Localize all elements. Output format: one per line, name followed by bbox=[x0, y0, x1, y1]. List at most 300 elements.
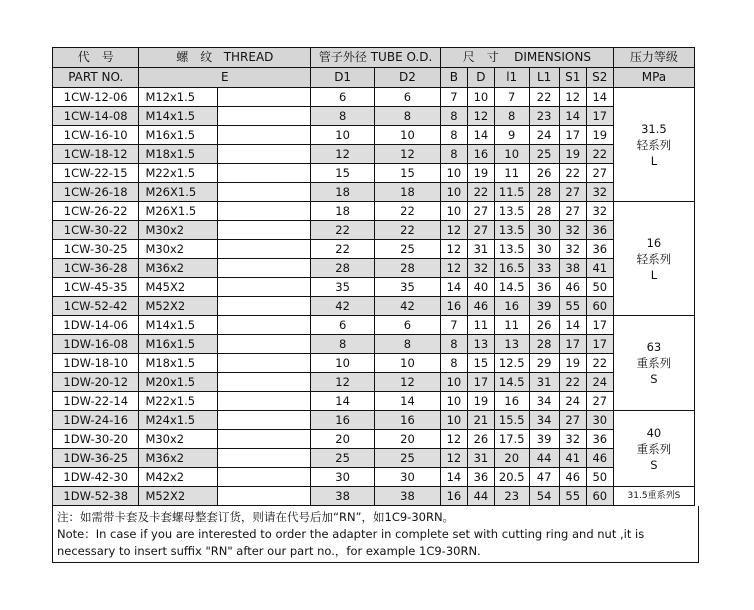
d2-cell: 18 bbox=[375, 183, 441, 202]
s2-cell: 27 bbox=[586, 164, 613, 183]
dimensions-header bbox=[440, 48, 613, 68]
part-no-cell: 1CW-52-42 bbox=[53, 297, 139, 316]
pressure-rating-cell bbox=[613, 487, 694, 506]
l1-lower-cell: 15.5 bbox=[494, 411, 529, 430]
b-cell: 16 bbox=[440, 297, 467, 316]
d2-cell: 28 bbox=[375, 259, 441, 278]
l1-lower-cell: 12.5 bbox=[494, 354, 529, 373]
d1-cell: 10 bbox=[311, 126, 375, 145]
thread-spacer-cell bbox=[218, 88, 311, 107]
d2-cell: 6 bbox=[375, 88, 441, 107]
d1-cell: 6 bbox=[311, 88, 375, 107]
table-row bbox=[53, 240, 695, 259]
l1-upper-cell: 24 bbox=[529, 126, 559, 145]
d-cell: 13 bbox=[467, 335, 494, 354]
d1-cell: 22 bbox=[311, 240, 375, 259]
d-cell: 31 bbox=[467, 449, 494, 468]
part-no-cell: 1DW-14-06 bbox=[53, 316, 139, 335]
s1-cell: 14 bbox=[559, 316, 586, 335]
d2-cell: 25 bbox=[375, 240, 441, 259]
s2-cell: 17 bbox=[586, 316, 613, 335]
l1-lower-cell: 7 bbox=[494, 88, 529, 107]
d-cell: 21 bbox=[467, 411, 494, 430]
s1-cell: 46 bbox=[559, 468, 586, 487]
b-cell: 16 bbox=[440, 487, 467, 506]
order-note-cn: 注：如需带卡套及卡套螺母整套订货，则请在代号后加“RN”，如1C9-30RN。 bbox=[57, 510, 455, 524]
series-label-cn: 重系列 bbox=[636, 356, 672, 370]
l1-upper-cell: 25 bbox=[529, 145, 559, 164]
l1-lower-cell: 23 bbox=[494, 487, 529, 506]
l1-upper-cell: 22 bbox=[529, 88, 559, 107]
s2-cell: 19 bbox=[586, 126, 613, 145]
part-no-cell: 1DW-42-30 bbox=[53, 468, 139, 487]
s2-cell: 14 bbox=[586, 88, 613, 107]
d2-cell: 42 bbox=[375, 297, 441, 316]
table-row bbox=[53, 221, 695, 240]
b-cell: 10 bbox=[440, 373, 467, 392]
l1-upper-cell: 36 bbox=[529, 278, 559, 297]
thread-spacer-cell bbox=[218, 221, 311, 240]
thread-spacer-cell bbox=[218, 164, 311, 183]
table-row bbox=[53, 411, 695, 430]
thread-cell: M52X2 bbox=[139, 297, 218, 316]
part-no-cell: 1CW-36-28 bbox=[53, 259, 139, 278]
thread-cell: M36x2 bbox=[139, 449, 218, 468]
s2-cell: 22 bbox=[586, 145, 613, 164]
thread-cell: M22x1.5 bbox=[139, 392, 218, 411]
b-cell: 8 bbox=[440, 335, 467, 354]
part-no-cell: 1CW-16-10 bbox=[53, 126, 139, 145]
l1-upper-cell: 28 bbox=[529, 335, 559, 354]
s1-cell: 41 bbox=[559, 449, 586, 468]
thread-cell: M16x1.5 bbox=[139, 126, 218, 145]
part-no-cell: 1DW-20-12 bbox=[53, 373, 139, 392]
s1-cell: 17 bbox=[559, 335, 586, 354]
d-cell: 11 bbox=[467, 316, 494, 335]
pressure-rating-cell bbox=[613, 88, 694, 202]
s1-header: S1 bbox=[559, 68, 586, 88]
l1-lower-cell: 16 bbox=[494, 392, 529, 411]
thread-cell: M16x1.5 bbox=[139, 335, 218, 354]
thread-cell: M20x1.5 bbox=[139, 373, 218, 392]
part-no-cell: 1DW-18-10 bbox=[53, 354, 139, 373]
thread-cell: M24x1.5 bbox=[139, 411, 218, 430]
l1-upper-cell: 28 bbox=[529, 183, 559, 202]
s1-cell: 32 bbox=[559, 221, 586, 240]
d1-cell: 28 bbox=[311, 259, 375, 278]
dimensions-header-en: DIMENSIONS bbox=[514, 50, 591, 64]
l1-upper-cell: 31 bbox=[529, 373, 559, 392]
d2-cell: 22 bbox=[375, 202, 441, 221]
pressure-value: 16 bbox=[646, 235, 662, 250]
l1-upper-cell: 26 bbox=[529, 316, 559, 335]
b-cell: 12 bbox=[440, 430, 467, 449]
order-note-en: Note：In case if you are interested to order the adapter in complete set with cutting ring and nut ,it is necessary to insert suffix "RN" after our part no.，for example 1C9-30RN. bbox=[57, 527, 645, 558]
part-no-cell: 1CW-26-22 bbox=[53, 202, 139, 221]
l1-lower-cell: 17.5 bbox=[494, 430, 529, 449]
thread-cell: M52X2 bbox=[139, 487, 218, 506]
table-row bbox=[53, 468, 695, 487]
d-cell: 14 bbox=[467, 126, 494, 145]
series-label-cn: 轻系列 bbox=[636, 251, 672, 266]
d2-cell: 20 bbox=[375, 430, 441, 449]
pressure-value: 31.5 bbox=[641, 121, 667, 136]
table-row bbox=[53, 373, 695, 392]
d1-cell: 14 bbox=[311, 392, 375, 411]
series-code: S bbox=[650, 372, 658, 386]
table-row bbox=[53, 164, 695, 183]
s2-cell: 30 bbox=[586, 411, 613, 430]
d1-cell: 6 bbox=[311, 316, 375, 335]
dimensions-header-cn: 尺 寸 bbox=[462, 50, 499, 64]
l1-upper-cell: 34 bbox=[529, 392, 559, 411]
d1-cell: 16 bbox=[311, 411, 375, 430]
d-cell: 27 bbox=[467, 221, 494, 240]
l1-upper-cell: 26 bbox=[529, 164, 559, 183]
table-row bbox=[53, 335, 695, 354]
d-cell: 31 bbox=[467, 240, 494, 259]
d-cell: 36 bbox=[467, 468, 494, 487]
b-cell: 8 bbox=[440, 354, 467, 373]
b-cell: 8 bbox=[440, 145, 467, 164]
d-cell: 15 bbox=[467, 354, 494, 373]
s1-cell: 19 bbox=[559, 354, 586, 373]
s2-cell: 36 bbox=[586, 240, 613, 259]
s1-cell: 38 bbox=[559, 259, 586, 278]
thread-cell: M30x2 bbox=[139, 240, 218, 259]
l1-upper-cell: 33 bbox=[529, 259, 559, 278]
s1-cell: 27 bbox=[559, 411, 586, 430]
thread-cell: M14x1.5 bbox=[139, 107, 218, 126]
s1-cell: 32 bbox=[559, 240, 586, 259]
s2-cell: 32 bbox=[586, 183, 613, 202]
e-header: E bbox=[139, 68, 311, 88]
l1-upper-cell: 30 bbox=[529, 221, 559, 240]
thread-spacer-cell bbox=[218, 468, 311, 487]
b-cell: 14 bbox=[440, 278, 467, 297]
d2-cell: 10 bbox=[375, 126, 441, 145]
b-cell: 8 bbox=[440, 126, 467, 145]
l1-lower-cell: 8 bbox=[494, 107, 529, 126]
table-row bbox=[53, 259, 695, 278]
l1-upper-cell: 47 bbox=[529, 468, 559, 487]
s1-cell: 32 bbox=[559, 430, 586, 449]
thread-spacer-cell bbox=[218, 278, 311, 297]
d2-cell: 15 bbox=[375, 164, 441, 183]
order-note bbox=[52, 506, 699, 563]
d1-cell: 18 bbox=[311, 183, 375, 202]
thread-spacer-cell bbox=[218, 449, 311, 468]
l1-lower-cell: 11.5 bbox=[494, 183, 529, 202]
part-no-cell: 1CW-18-12 bbox=[53, 145, 139, 164]
d-cell: 26 bbox=[467, 430, 494, 449]
s2-cell: 41 bbox=[586, 259, 613, 278]
d2-cell: 12 bbox=[375, 145, 441, 164]
b-cell: 14 bbox=[440, 468, 467, 487]
s2-cell: 27 bbox=[586, 392, 613, 411]
series-label-cn: 轻系列 bbox=[636, 137, 672, 152]
part-no-cell: 1CW-14-08 bbox=[53, 107, 139, 126]
d-cell: 46 bbox=[467, 297, 494, 316]
d2-cell: 8 bbox=[375, 107, 441, 126]
thread-cell: M18x1.5 bbox=[139, 145, 218, 164]
s1-cell: 55 bbox=[559, 297, 586, 316]
thread-cell: M30x2 bbox=[139, 430, 218, 449]
b-cell: 10 bbox=[440, 411, 467, 430]
l1-lower-cell: 9 bbox=[494, 126, 529, 145]
d2-cell: 35 bbox=[375, 278, 441, 297]
part-no-cell: 1DW-22-14 bbox=[53, 392, 139, 411]
tube-od-header-en: TUBE O.D. bbox=[370, 50, 433, 64]
thread-spacer-cell bbox=[218, 487, 311, 506]
pressure-unit-header: MPa bbox=[613, 68, 694, 88]
l1-lower-header: l1 bbox=[494, 68, 529, 88]
l1-upper-header: L1 bbox=[529, 68, 559, 88]
thread-cell: M22x1.5 bbox=[139, 164, 218, 183]
series-code: L bbox=[650, 267, 658, 282]
thread-spacer-cell bbox=[218, 316, 311, 335]
thread-cell: M30x2 bbox=[139, 221, 218, 240]
d1-cell: 42 bbox=[311, 297, 375, 316]
l1-upper-cell: 29 bbox=[529, 354, 559, 373]
thread-cell: M45X2 bbox=[139, 278, 218, 297]
d1-cell: 12 bbox=[311, 145, 375, 164]
d2-cell: 30 bbox=[375, 468, 441, 487]
s1-cell: 22 bbox=[559, 373, 586, 392]
part-no-cell: 1CW-22-15 bbox=[53, 164, 139, 183]
l1-upper-cell: 23 bbox=[529, 107, 559, 126]
l1-lower-cell: 20 bbox=[494, 449, 529, 468]
thread-spacer-cell bbox=[218, 392, 311, 411]
thread-header-en: THREAD bbox=[223, 50, 274, 64]
d-cell: 19 bbox=[467, 164, 494, 183]
fitting-spec-sheet bbox=[52, 47, 695, 563]
s2-header: S2 bbox=[586, 68, 613, 88]
thread-cell: M26X1.5 bbox=[139, 202, 218, 221]
table-row bbox=[53, 202, 695, 221]
thread-cell: M12x1.5 bbox=[139, 88, 218, 107]
table-row bbox=[53, 449, 695, 468]
b-cell: 12 bbox=[440, 259, 467, 278]
l1-upper-cell: 44 bbox=[529, 449, 559, 468]
b-header: B bbox=[440, 68, 467, 88]
thread-spacer-cell bbox=[218, 411, 311, 430]
d1-cell: 15 bbox=[311, 164, 375, 183]
l1-upper-cell: 34 bbox=[529, 411, 559, 430]
s1-cell: 27 bbox=[559, 202, 586, 221]
d-cell: 10 bbox=[467, 88, 494, 107]
d1-cell: 25 bbox=[311, 449, 375, 468]
pressure-rating-cell bbox=[613, 411, 694, 487]
table-row bbox=[53, 107, 695, 126]
s1-cell: 55 bbox=[559, 487, 586, 506]
part-no-cell: 1DW-36-25 bbox=[53, 449, 139, 468]
l1-lower-cell: 13.5 bbox=[494, 221, 529, 240]
table-row bbox=[53, 487, 695, 506]
b-cell: 8 bbox=[440, 107, 467, 126]
series-code: S bbox=[650, 457, 658, 472]
thread-spacer-cell bbox=[218, 202, 311, 221]
d1-cell: 10 bbox=[311, 354, 375, 373]
d-cell: 16 bbox=[467, 145, 494, 164]
part-no-cell: 1DW-16-08 bbox=[53, 335, 139, 354]
s2-cell: 60 bbox=[586, 487, 613, 506]
part-no-cell: 1CW-45-35 bbox=[53, 278, 139, 297]
thread-spacer-cell bbox=[218, 354, 311, 373]
thread-spacer-cell bbox=[218, 240, 311, 259]
d2-cell: 25 bbox=[375, 449, 441, 468]
b-cell: 12 bbox=[440, 221, 467, 240]
table-row bbox=[53, 354, 695, 373]
l1-upper-cell: 30 bbox=[529, 240, 559, 259]
part-no-cell: 1CW-26-18 bbox=[53, 183, 139, 202]
l1-lower-cell: 14.5 bbox=[494, 373, 529, 392]
b-cell: 10 bbox=[440, 392, 467, 411]
thread-spacer-cell bbox=[218, 259, 311, 278]
s1-cell: 14 bbox=[559, 107, 586, 126]
b-cell: 10 bbox=[440, 164, 467, 183]
d-cell: 17 bbox=[467, 373, 494, 392]
table-row bbox=[53, 126, 695, 145]
l1-lower-cell: 11 bbox=[494, 164, 529, 183]
d2-cell: 8 bbox=[375, 335, 441, 354]
tube-od-header-cn: 管子外径 bbox=[318, 50, 367, 64]
s1-cell: 46 bbox=[559, 278, 586, 297]
d2-cell: 22 bbox=[375, 221, 441, 240]
s1-cell: 19 bbox=[559, 145, 586, 164]
d-cell: 27 bbox=[467, 202, 494, 221]
l1-lower-cell: 13.5 bbox=[494, 240, 529, 259]
s2-cell: 17 bbox=[586, 335, 613, 354]
pressure-value: 31.5重系列S bbox=[627, 491, 681, 501]
table-row bbox=[53, 297, 695, 316]
l1-upper-cell: 39 bbox=[529, 430, 559, 449]
d1-cell: 35 bbox=[311, 278, 375, 297]
part-no-cell: 1CW-12-06 bbox=[53, 88, 139, 107]
pressure-header-cn: 压力等级 bbox=[613, 48, 694, 68]
table-row bbox=[53, 145, 695, 164]
l1-upper-cell: 39 bbox=[529, 297, 559, 316]
l1-lower-cell: 16.5 bbox=[494, 259, 529, 278]
d2-cell: 14 bbox=[375, 392, 441, 411]
d1-cell: 18 bbox=[311, 202, 375, 221]
s1-cell: 12 bbox=[559, 88, 586, 107]
thread-header-cn: 螺 纹 bbox=[176, 50, 213, 64]
table-row bbox=[53, 88, 695, 107]
b-cell: 7 bbox=[440, 316, 467, 335]
thread-spacer-cell bbox=[218, 373, 311, 392]
series-label-cn: 重系列 bbox=[636, 441, 672, 456]
part-no-cell: 1DW-24-16 bbox=[53, 411, 139, 430]
header-row-1 bbox=[53, 48, 695, 68]
pressure-value: 63 bbox=[646, 340, 662, 354]
l1-lower-cell: 16 bbox=[494, 297, 529, 316]
l1-upper-cell: 54 bbox=[529, 487, 559, 506]
l1-lower-cell: 13 bbox=[494, 335, 529, 354]
thread-spacer-cell bbox=[218, 430, 311, 449]
d-cell: 22 bbox=[467, 183, 494, 202]
d1-cell: 8 bbox=[311, 335, 375, 354]
b-cell: 10 bbox=[440, 202, 467, 221]
d2-cell: 6 bbox=[375, 316, 441, 335]
l1-lower-cell: 14.5 bbox=[494, 278, 529, 297]
b-cell: 12 bbox=[440, 449, 467, 468]
thread-spacer-cell bbox=[218, 126, 311, 145]
table-row bbox=[53, 316, 695, 335]
l1-lower-cell: 13.5 bbox=[494, 202, 529, 221]
thread-cell: M18x1.5 bbox=[139, 354, 218, 373]
s2-cell: 17 bbox=[586, 107, 613, 126]
d-cell: 32 bbox=[467, 259, 494, 278]
table-row bbox=[53, 430, 695, 449]
l1-lower-cell: 11 bbox=[494, 316, 529, 335]
series-code: L bbox=[650, 153, 658, 168]
part-no-cell: 1DW-30-20 bbox=[53, 430, 139, 449]
part-no-cell: 1DW-52-38 bbox=[53, 487, 139, 506]
pressure-rating-cell bbox=[613, 316, 694, 411]
s2-cell: 60 bbox=[586, 297, 613, 316]
d2-cell: 16 bbox=[375, 411, 441, 430]
table-row bbox=[53, 278, 695, 297]
d-cell: 44 bbox=[467, 487, 494, 506]
d2-cell: 10 bbox=[375, 354, 441, 373]
pressure-value: 40 bbox=[646, 425, 662, 440]
part-no-cell: 1CW-30-22 bbox=[53, 221, 139, 240]
s2-cell: 46 bbox=[586, 449, 613, 468]
thread-cell: M14x1.5 bbox=[139, 316, 218, 335]
s1-cell: 22 bbox=[559, 164, 586, 183]
d-cell: 19 bbox=[467, 392, 494, 411]
s2-cell: 22 bbox=[586, 354, 613, 373]
d1-cell: 20 bbox=[311, 430, 375, 449]
s2-cell: 32 bbox=[586, 202, 613, 221]
thread-cell: M36x2 bbox=[139, 259, 218, 278]
d1-cell: 22 bbox=[311, 221, 375, 240]
d2-cell: 38 bbox=[375, 487, 441, 506]
b-cell: 12 bbox=[440, 240, 467, 259]
d1-cell: 38 bbox=[311, 487, 375, 506]
b-cell: 7 bbox=[440, 88, 467, 107]
part-no-cell: 1CW-30-25 bbox=[53, 240, 139, 259]
thread-spacer-cell bbox=[218, 297, 311, 316]
s1-cell: 17 bbox=[559, 126, 586, 145]
part-no-header-cn: 代 号 bbox=[53, 48, 139, 68]
d1-header: D1 bbox=[311, 68, 375, 88]
s2-cell: 50 bbox=[586, 278, 613, 297]
thread-spacer-cell bbox=[218, 183, 311, 202]
header-row-2 bbox=[53, 68, 695, 88]
thread-spacer-cell bbox=[218, 145, 311, 164]
s2-cell: 36 bbox=[586, 221, 613, 240]
thread-spacer-cell bbox=[218, 107, 311, 126]
d1-cell: 8 bbox=[311, 107, 375, 126]
d2-cell: 12 bbox=[375, 373, 441, 392]
part-no-header: PART NO. bbox=[53, 68, 139, 88]
thread-cell: M26X1.5 bbox=[139, 183, 218, 202]
d1-cell: 12 bbox=[311, 373, 375, 392]
d1-cell: 30 bbox=[311, 468, 375, 487]
b-cell: 10 bbox=[440, 183, 467, 202]
s2-cell: 50 bbox=[586, 468, 613, 487]
l1-lower-cell: 10 bbox=[494, 145, 529, 164]
l1-upper-cell: 28 bbox=[529, 202, 559, 221]
s2-cell: 24 bbox=[586, 373, 613, 392]
d-header: D bbox=[467, 68, 494, 88]
table-row bbox=[53, 392, 695, 411]
s1-cell: 27 bbox=[559, 183, 586, 202]
tube-od-header bbox=[311, 48, 441, 68]
thread-header bbox=[139, 48, 311, 68]
